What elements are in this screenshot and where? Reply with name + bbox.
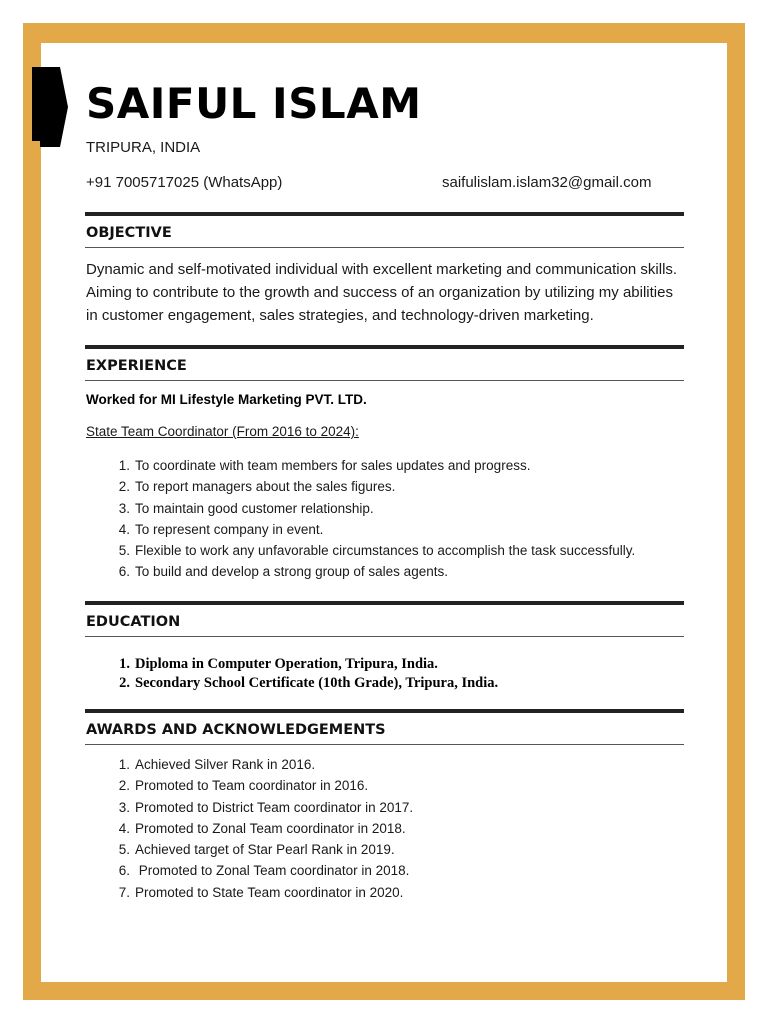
list-text: Secondary School Certificate (10th Grade), Tripura, India. bbox=[135, 675, 499, 691]
list-text: Flexible to work any unfavorable circumstances to accomplish the task successfully. bbox=[135, 543, 636, 559]
list-item bbox=[86, 655, 498, 674]
list-text: Promoted to Zonal Team coordinator in 2018. bbox=[135, 863, 410, 879]
list-item bbox=[86, 476, 635, 497]
section-rule-thin bbox=[85, 636, 684, 637]
header-tab-shape bbox=[32, 67, 68, 147]
list-item bbox=[86, 519, 635, 540]
list-item bbox=[86, 455, 635, 476]
candidate-email: saifulislam.islam32@gmail.com bbox=[442, 174, 652, 191]
list-number: 2. bbox=[119, 675, 130, 691]
section-rule-thin bbox=[85, 380, 684, 381]
list-item bbox=[86, 839, 413, 860]
list-text: To maintain good customer relationship. bbox=[135, 500, 374, 516]
candidate-location: TRIPURA, INDIA bbox=[86, 139, 201, 156]
list-number: 3. bbox=[118, 500, 130, 516]
list-item bbox=[86, 797, 413, 818]
list-item bbox=[86, 860, 413, 881]
list-text: To report managers about the sales figures. bbox=[135, 479, 396, 495]
objective-text bbox=[86, 258, 696, 327]
education-list bbox=[86, 655, 498, 693]
objective-section-header bbox=[85, 212, 684, 248]
list-text: Achieved target of Star Pearl Rank in 2019. bbox=[135, 842, 395, 858]
objective-line: Aiming to contribute to the growth and success of an organization by utilizing my abilities bbox=[86, 284, 673, 301]
list-text: Achieved Silver Rank in 2016. bbox=[135, 757, 316, 772]
list-number: 6. bbox=[118, 564, 130, 580]
list-item bbox=[86, 818, 413, 839]
list-number: 7. bbox=[118, 884, 130, 900]
objective-line: Dynamic and self-motivated individual with excellent marketing and communication skills. bbox=[86, 261, 678, 278]
list-text: To build and develop a strong group of sales agents. bbox=[135, 564, 448, 580]
awards-list bbox=[86, 754, 413, 903]
experience-section-header bbox=[85, 345, 684, 381]
section-rule-thin bbox=[85, 247, 684, 248]
list-item bbox=[86, 882, 413, 903]
company-name: Worked for MI Lifestyle Marketing PVT. LTD. bbox=[86, 392, 367, 407]
candidate-phone: +91 7005717025 (WhatsApp) bbox=[86, 174, 283, 191]
list-item bbox=[86, 754, 413, 775]
list-number: 4. bbox=[118, 820, 130, 836]
list-number: 5. bbox=[118, 842, 130, 858]
list-number: 6. bbox=[118, 863, 130, 879]
list-text: To coordinate with team members for sales updates and progress. bbox=[135, 458, 531, 473]
list-number: 3. bbox=[118, 799, 130, 815]
list-number: 5. bbox=[118, 543, 130, 559]
list-number: 1. bbox=[119, 656, 130, 672]
list-item bbox=[86, 674, 498, 693]
list-item bbox=[86, 561, 635, 582]
job-role: State Team Coordinator (From 2016 to 2024): bbox=[86, 424, 359, 439]
awards-section-header bbox=[85, 709, 684, 745]
list-item bbox=[86, 498, 635, 519]
list-number: 2. bbox=[118, 778, 130, 794]
list-text: To represent company in event. bbox=[135, 521, 324, 537]
section-heading-education: EDUCATION bbox=[86, 614, 181, 630]
list-number: 4. bbox=[118, 521, 130, 537]
section-heading-objective: OBJECTIVE bbox=[86, 225, 172, 241]
list-text: Diploma in Computer Operation, Tripura, India. bbox=[135, 656, 438, 672]
section-heading-experience: EXPERIENCE bbox=[86, 358, 187, 374]
list-text: Promoted to State Team coordinator in 2020. bbox=[135, 884, 404, 900]
education-section-header bbox=[85, 601, 684, 637]
section-heading-awards: AWARDS AND ACKNOWLEDGEMENTS bbox=[86, 722, 386, 738]
section-rule-thin bbox=[85, 744, 684, 745]
list-text: Promoted to District Team coordinator in 2017. bbox=[135, 799, 414, 815]
list-text: Promoted to Team coordinator in 2016. bbox=[135, 778, 369, 794]
list-number: 2. bbox=[118, 479, 130, 495]
list-item bbox=[86, 775, 413, 796]
list-number: 1. bbox=[118, 458, 130, 473]
duties-list bbox=[86, 455, 635, 583]
objective-line: in customer engagement, sales strategies, and technology-driven marketing. bbox=[86, 307, 594, 324]
list-text: Promoted to Zonal Team coordinator in 2018. bbox=[135, 820, 406, 836]
list-number: 1. bbox=[118, 757, 130, 772]
candidate-name: SAIFUL ISLAM bbox=[86, 79, 422, 128]
list-item bbox=[86, 540, 635, 561]
